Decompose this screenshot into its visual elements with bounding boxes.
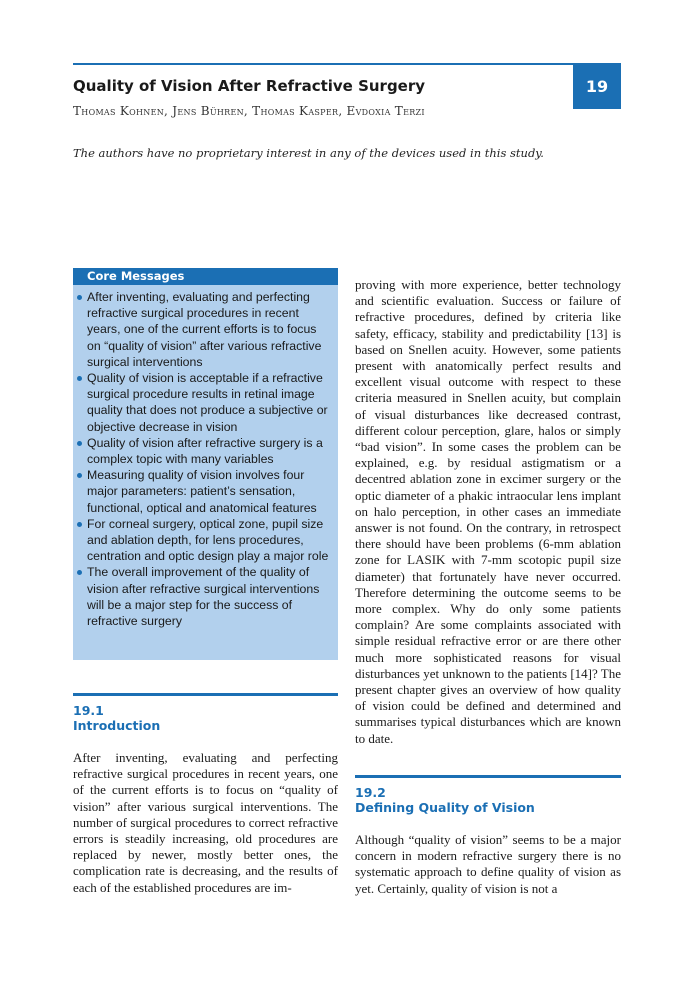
core-message-item: Measuring quality of vision involves four major parameters: patient’s sensation, functional, optical and anatomical features: [87, 467, 330, 516]
core-message-item: Quality of vision after refractive surgery is a complex topic with many variables: [87, 435, 330, 467]
core-message-item: Quality of vision is acceptable if a refractive surgical procedure results in retinal image quality that does not produce a subjective or objective decrease in vision: [87, 370, 330, 435]
section-rule-defining-quality: [355, 775, 621, 778]
section-number-defining-quality: 19.2: [355, 785, 386, 800]
core-message-item: The overall improvement of the quality of vision after refractive surgical interventions will be a major step for the success of refractive surgery: [87, 564, 330, 629]
header-rule: [73, 63, 621, 65]
core-messages-list: [73, 289, 338, 629]
chapter-number: 19: [585, 76, 609, 96]
introduction-paragraph: After inventing, evaluating and perfecting refractive surgical procedures in recent years, one of the current efforts is to focus on “quality of vision” after various surgical interventions. The number of surgical procedures to correct refractive errors is steadily increasing, old procedures are replaced by newer, mostly better ones, the complication rate is decreasing, and the results of each of the established procedures are im-: [73, 750, 338, 895]
right-column-paragraph: proving with more experience, better technology and scientific evaluation. Success or failure of refractive procedures, defined by criteria like safety, efficacy, stability and predictability [13] is based on Snellen acuity. However, some patients present with anatomically perfect results and excellent visual outcome with respect to these criteria measured in Snellen acuity, but complain of visual disturbances like decreased contrast, different colour perception, glare, halos or simply “bad vision”. In some cases the problem can be explained, e.g. by residual astigmatism or a decentred ablation zone in excimer surgery or the optic diameter of a phakic intraocular lens implant on halo perception, in other cases an immediate answer is not found. On the contrary, in retrospect there should have been problems (6-mm ablation zone for LASIK with 7-mm scotopic pupil size diameter) that fortunately have never occurred. Therefore determining the outcome seems to be more complex. Why do only some patients complain? Are some complaints associated with simple residual refractive error or are there other much more sophisticated reasons for visual disturbances yet unknown to the patients [14]? The present chapter gives an overview of how quality of vision could be defined and determined and summarises typical disturbances which are known to date.: [355, 277, 621, 746]
bullet-icon: [77, 376, 82, 381]
section-rule-introduction: [73, 693, 338, 696]
bullet-icon: [77, 570, 82, 575]
core-messages-box: [73, 268, 338, 660]
defining-quality-paragraph: Although “quality of vision” seems to be a major concern in modern refractive surgery there is no systematic approach to define quality of vision as yet. Certainly, quality of vision is not a: [355, 832, 621, 896]
chapter-authors: Thomas Kohnen, Jens Bühren, Thomas Kasper, Evdoxia Terzi: [73, 104, 425, 118]
section-title-defining-quality: Defining Quality of Vision: [355, 800, 535, 815]
bullet-icon: [77, 473, 82, 478]
section-title-introduction: Introduction: [73, 718, 161, 733]
bullet-icon: [77, 522, 82, 527]
disclaimer-note: The authors have no proprietary interest in any of the devices used in this study.: [73, 146, 544, 160]
bullet-icon: [77, 295, 82, 300]
chapter-number-badge: [573, 63, 621, 109]
core-messages-heading: Core Messages: [73, 268, 338, 285]
core-message-item: For corneal surgery, optical zone, pupil size and ablation depth, for lens procedures, centration and optic design play a major role: [87, 516, 330, 565]
core-message-item: After inventing, evaluating and perfecting refractive surgical procedures in recent years, one of the current efforts is to focus on “quality of vision” after various refractive surgical interventions: [87, 289, 330, 370]
bullet-icon: [77, 441, 82, 446]
chapter-title: Quality of Vision After Refractive Surgery: [73, 77, 426, 95]
section-number-introduction: 19.1: [73, 703, 104, 718]
